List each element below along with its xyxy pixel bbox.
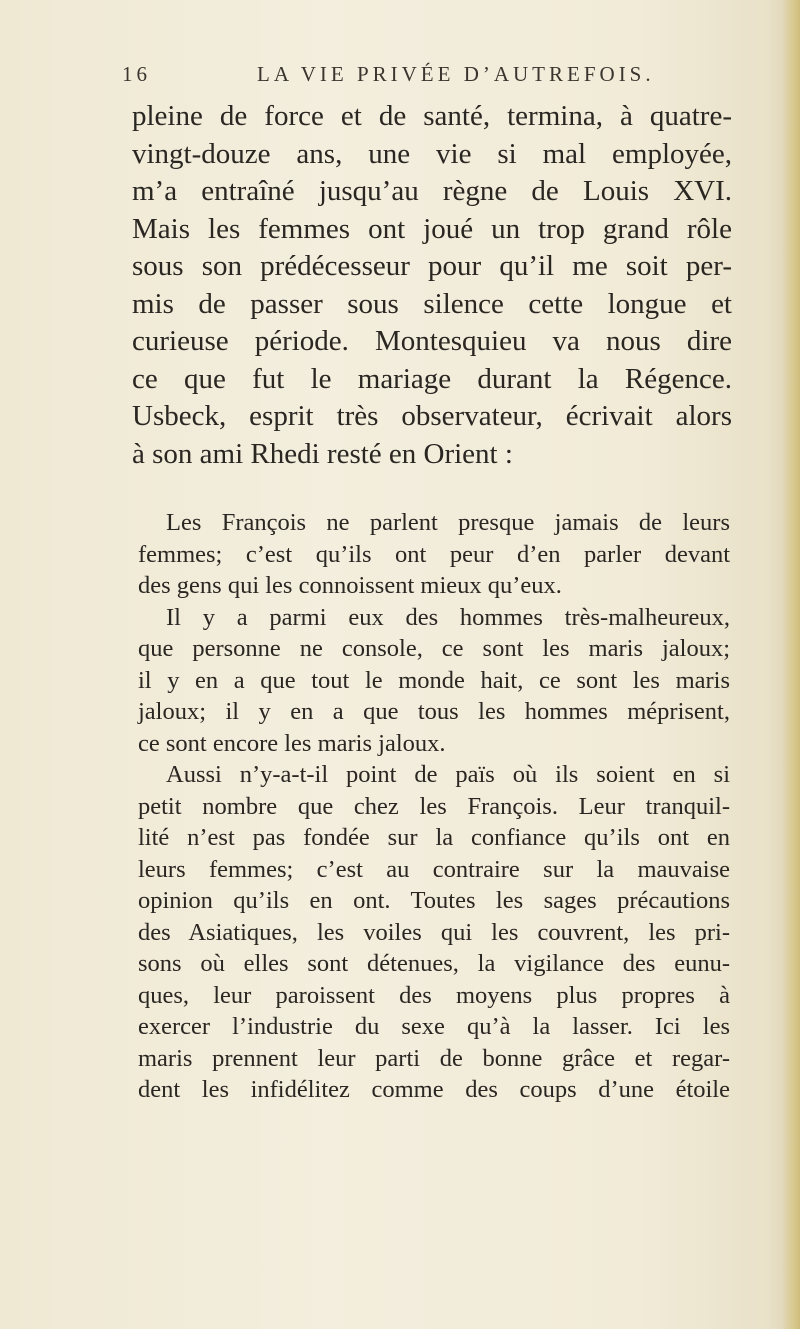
- text-line: vingt-douze ans, une vie si mal employée,: [132, 137, 732, 170]
- page-edge-shadow: [782, 0, 800, 1329]
- text-line: m’a entraîné jusqu’au règne de Louis XVI.: [132, 175, 732, 207]
- quotation-block: [138, 507, 730, 1106]
- quote-line: ce sont encore les maris jaloux.: [138, 729, 446, 757]
- main-paragraph: [132, 98, 732, 473]
- running-title: LA VIE PRIVÉE D’AUTREFOIS.: [257, 62, 655, 86]
- quote-line: Il y a parmi eux des hommes très-malheureux,: [166, 603, 730, 631]
- quote-line: sons où elles sont détenues, la vigilance des eunu-: [138, 950, 730, 977]
- text-line: Usbeck, esprit très observateur, écrivait alors: [132, 400, 732, 432]
- text-line: sous son prédécesseur pour qu’il me soit per-: [132, 250, 732, 282]
- quote-line: exercer l’industrie du sexe qu’à la lasser. Ici les: [138, 1013, 730, 1040]
- quote-line: ques, leur paroissent des moyens plus propres à: [138, 981, 730, 1009]
- quote-line: femmes; c’est qu’ils ont peur d’en parler devant: [138, 540, 730, 568]
- quote-line: lité n’est pas fondée sur la confiance qu’ils ont en: [138, 824, 730, 851]
- quote-line: Les François ne parlent presque jamais de leurs: [166, 509, 730, 536]
- quote-line: maris prennent leur parti de bonne grâce et regar-: [138, 1044, 730, 1072]
- quote-line: que personne ne console, ce sont les maris jaloux;: [138, 635, 730, 662]
- quote-line: opinion qu’ils en ont. Toutes les sages précautions: [138, 887, 730, 914]
- text-line: mis de passer sous silence cette longue et: [132, 287, 732, 320]
- quote-line: des Asiatiques, les voiles qui les couvrent, les pri-: [138, 918, 730, 946]
- quote-line: il y en a que tout le monde hait, ce sont les maris: [138, 666, 730, 694]
- text-line: ce que fut le mariage durant la Régence.: [132, 362, 732, 395]
- quote-line: leurs femmes; c’est au contraire sur la mauvaise: [138, 855, 730, 883]
- quote-line: petit nombre que chez les François. Leur tranquil-: [138, 792, 730, 820]
- page-number: 16: [122, 62, 151, 86]
- text-line: curieuse période. Montesquieu va nous dire: [132, 325, 732, 357]
- quote-line: jaloux; il y en a que tous les hommes méprisent,: [138, 698, 730, 725]
- page-header: [122, 62, 722, 92]
- quote-line: des gens qui les connoissent mieux qu’eux.: [138, 572, 562, 599]
- quote-line: dent les infidélitez comme des coups d’une étoile: [138, 1076, 730, 1103]
- text-line: Mais les femmes ont joué un trop grand rôle: [132, 212, 732, 245]
- text-line: à son ami Rhedi resté en Orient :: [132, 437, 513, 470]
- quote-line: Aussi n’y-a-t-il point de païs où ils soient en si: [166, 761, 730, 788]
- text-line: pleine de force et de santé, termina, à quatre-: [132, 100, 732, 132]
